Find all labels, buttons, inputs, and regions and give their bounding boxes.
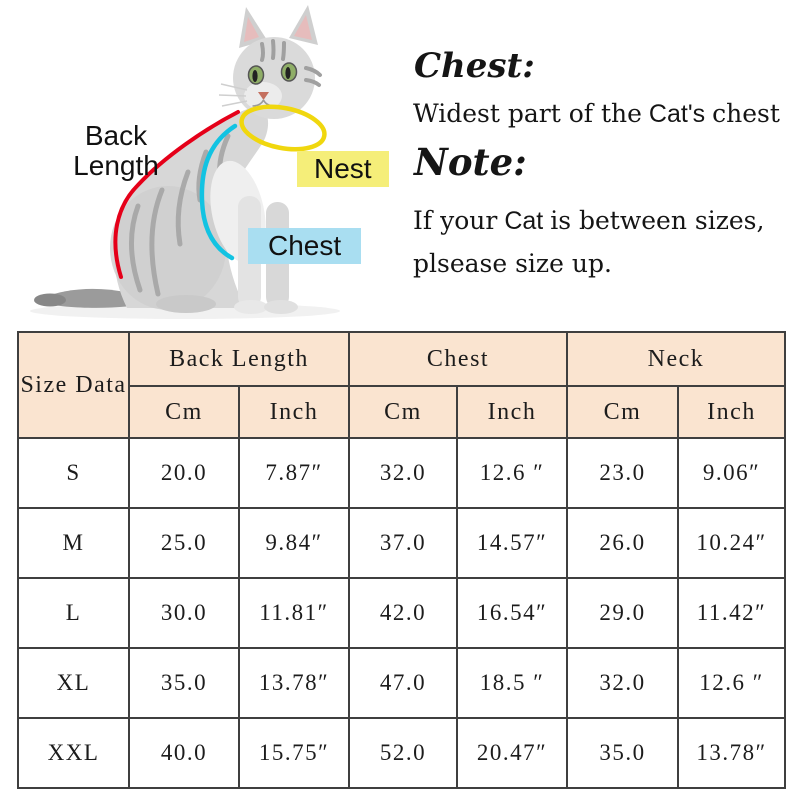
unit-header: Cm bbox=[129, 386, 239, 438]
unit-header: Inch bbox=[678, 386, 785, 438]
size-cell: S bbox=[18, 438, 129, 508]
back-length-label bbox=[58, 121, 174, 180]
table-row-s bbox=[18, 438, 785, 508]
back-length-label-line2: Length bbox=[73, 149, 159, 181]
value-cell: 11.42″ bbox=[678, 578, 785, 648]
nest-label: Nest bbox=[297, 151, 389, 187]
group-header-neck: Neck bbox=[567, 332, 785, 386]
value-cell: 13.78″ bbox=[678, 718, 785, 788]
value-cell: 14.57″ bbox=[457, 508, 567, 578]
note-heading: Note: bbox=[414, 140, 527, 184]
size-cell: XXL bbox=[18, 718, 129, 788]
info-section bbox=[412, 0, 800, 330]
value-cell: 26.0 bbox=[567, 508, 678, 578]
corner-cell-size-data: Size Data bbox=[18, 332, 129, 438]
size-table bbox=[17, 331, 786, 789]
size-cell: XL bbox=[18, 648, 129, 718]
value-cell: 10.24″ bbox=[678, 508, 785, 578]
value-cell: 12.6 ″ bbox=[678, 648, 785, 718]
value-cell: 47.0 bbox=[349, 648, 457, 718]
table-row-m bbox=[18, 508, 785, 578]
size-cell: M bbox=[18, 508, 129, 578]
chest-description: Widest part of the Cat's chest bbox=[413, 99, 780, 128]
value-cell: 11.81″ bbox=[239, 578, 349, 648]
value-cell: 25.0 bbox=[129, 508, 239, 578]
value-cell: 15.75″ bbox=[239, 718, 349, 788]
value-cell: 7.87″ bbox=[239, 438, 349, 508]
group-header-back-length: Back Length bbox=[129, 332, 349, 386]
value-cell: 16.54″ bbox=[457, 578, 567, 648]
value-cell: 42.0 bbox=[349, 578, 457, 648]
value-cell: 20.0 bbox=[129, 438, 239, 508]
value-cell: 12.6 ″ bbox=[457, 438, 567, 508]
chest-label: Chest bbox=[248, 228, 361, 264]
value-cell: 23.0 bbox=[567, 438, 678, 508]
value-cell: 52.0 bbox=[349, 718, 457, 788]
value-cell: 32.0 bbox=[567, 648, 678, 718]
chest-heading: Chest: bbox=[414, 46, 535, 86]
table-row-l bbox=[18, 578, 785, 648]
value-cell: 37.0 bbox=[349, 508, 457, 578]
value-cell: 9.06″ bbox=[678, 438, 785, 508]
value-cell: 30.0 bbox=[129, 578, 239, 648]
unit-header: Cm bbox=[567, 386, 678, 438]
unit-header: Cm bbox=[349, 386, 457, 438]
value-cell: 35.0 bbox=[567, 718, 678, 788]
value-cell: 13.78″ bbox=[239, 648, 349, 718]
group-header-chest: Chest bbox=[349, 332, 567, 386]
table-row-xl bbox=[18, 648, 785, 718]
value-cell: 29.0 bbox=[567, 578, 678, 648]
value-cell: 40.0 bbox=[129, 718, 239, 788]
table-row-xxl bbox=[18, 718, 785, 788]
back-length-label-line1: Back bbox=[84, 120, 148, 151]
value-cell: 18.5 ″ bbox=[457, 648, 567, 718]
value-cell: 20.47″ bbox=[457, 718, 567, 788]
size-cell: L bbox=[18, 578, 129, 648]
unit-header: Inch bbox=[239, 386, 349, 438]
note-line1: If your Cat is between sizes, bbox=[413, 206, 765, 235]
value-cell: 35.0 bbox=[129, 648, 239, 718]
value-cell: 32.0 bbox=[349, 438, 457, 508]
value-cell: 9.84″ bbox=[239, 508, 349, 578]
note-line2: plsease size up. bbox=[413, 249, 612, 278]
unit-header: Inch bbox=[457, 386, 567, 438]
